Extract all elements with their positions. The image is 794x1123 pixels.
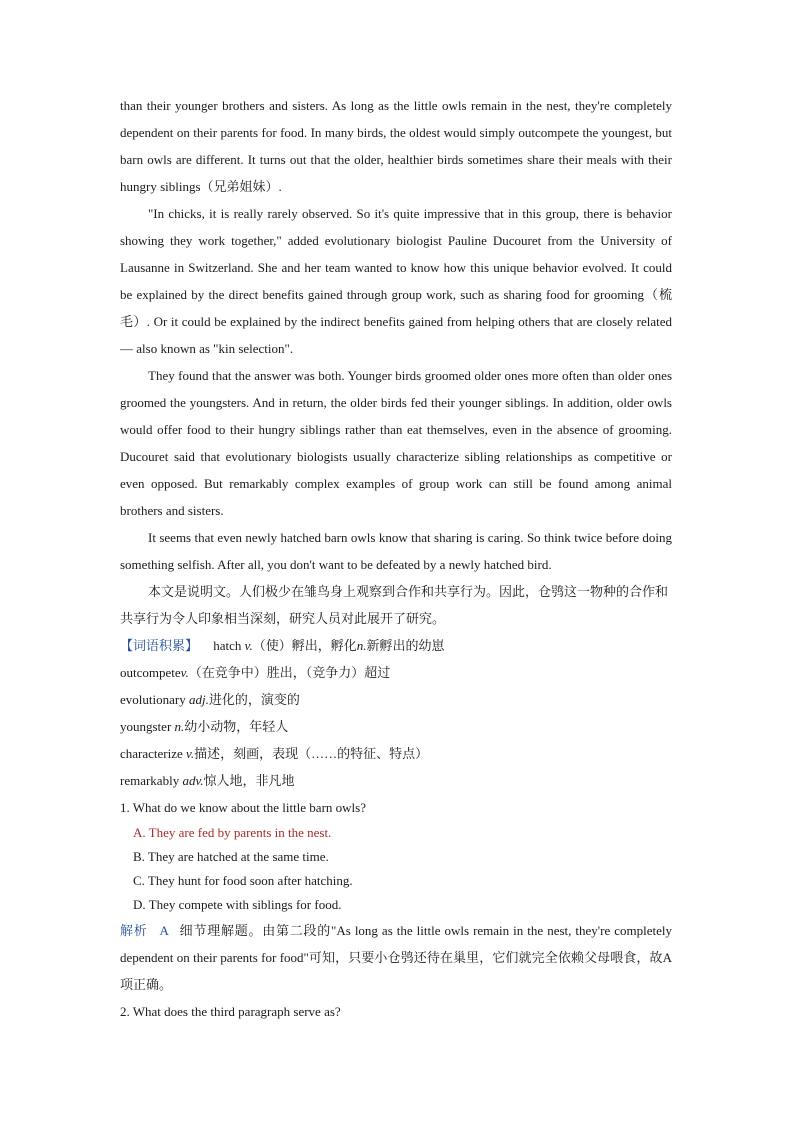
vocab-item xyxy=(120,686,672,713)
vocab-definition-2: 新孵出的幼崽 xyxy=(366,638,445,653)
option-b: B. They are hatched at the same time. xyxy=(133,849,329,864)
analysis-answer: A xyxy=(159,923,169,938)
vocab-word: remarkably xyxy=(120,773,180,788)
vocab-item xyxy=(120,767,672,794)
vocab-word: characterize xyxy=(120,746,183,761)
vocab-item xyxy=(120,632,672,659)
vocab-definition: 描述，刻画，表现（……的特征、特点） xyxy=(194,746,429,761)
vocab-item xyxy=(120,713,672,740)
vocab-pos-2: n. xyxy=(356,638,367,653)
vocab-definition: 幼小动物，年轻人 xyxy=(184,719,289,734)
analysis-text: 细节理解题。由第二段的"As long as the little owls remain in the nest, they're completely dependent on their parents for food"可知，只要小仓鸮还待在巢里，它们就完全依赖父母喂食，故A项正确。 xyxy=(120,923,672,992)
passage-paragraph-1: than their younger brothers and sisters. As long as the little owls remain in the nest, they're completely dependent on their parents for food. In many birds, the oldest would simply outcompete the youngest, but barn owls are different. It turns out that the older, healthier birds sometimes share their meals with their hungry siblings（兄弟姐妹）. xyxy=(120,98,672,194)
passage-paragraph-4: It seems that even newly hatched barn owls know that sharing is caring. So think twice before doing something selfish. After all, you don't want to be defeated by a newly hatched bird. xyxy=(120,530,672,572)
vocab-definition: （使）孵出，孵化 xyxy=(252,638,357,653)
analysis-label: 解析 xyxy=(120,923,148,938)
vocab-item xyxy=(120,740,672,767)
question-stem: 1. What do we know about the little barn owls? xyxy=(120,800,366,815)
vocab-section xyxy=(120,632,672,794)
vocab-item xyxy=(120,659,672,686)
vocab-pos: v. xyxy=(180,665,189,680)
vocab-word: hatch xyxy=(213,638,242,653)
vocab-word: evolutionary xyxy=(120,692,186,707)
passage-paragraph-3: They found that the answer was both. Younger birds groomed older ones more often than older ones groomed the youngsters. And in return, the older birds fed their younger siblings. In addition, older owls would offer food to their hungry siblings rather than eat themselves, even in the absence of grooming. Ducouret said that evolutionary biologists usually characterize sibling relationships as competitive or even opposed. But remarkably complex examples of group work can still be found among animal brothers and sisters. xyxy=(120,368,672,518)
vocab-pos: adv. xyxy=(182,773,204,788)
analysis xyxy=(120,917,672,998)
vocab-definition: （在竞争中）胜出，（竞争力）超过 xyxy=(188,665,391,680)
vocab-word: youngster xyxy=(120,719,172,734)
passage-paragraph-2: "In chicks, it is really rarely observed. So it's quite impressive that in this group, there is behavior showing they work together," added evolutionary biologist Pauline Ducouret from the University of Lausanne in Switzerland. She and her team wanted to know how this unique behavior evolved. It could be explained by the direct benefits gained through group work, such as sharing food for grooming（梳毛）. Or it could be explained by the indirect benefits gained from helping others that are closely related — also known as "kin selection". xyxy=(120,206,672,356)
question-2-stem: 2. What does the third paragraph serve as? xyxy=(120,1004,341,1019)
passage-summary: 本文是说明文。人们极少在雏鸟身上观察到合作和共享行为。因此，仓鸮这一物种的合作和共享行为令人印象相当深刻，研究人员对此展开了研究。 xyxy=(120,584,669,626)
document-page xyxy=(120,92,672,1025)
vocab-definition: 进化的，演变的 xyxy=(208,692,300,707)
option-d: D. They compete with siblings for food. xyxy=(133,897,342,912)
option-c: C. They hunt for food soon after hatching. xyxy=(133,873,353,888)
vocab-heading: 【词语积累】 xyxy=(120,638,199,653)
vocab-pos: v. xyxy=(186,746,195,761)
option-a: A. They are fed by parents in the nest. xyxy=(133,825,332,840)
vocab-word: outcompete xyxy=(120,665,181,680)
vocab-pos: n. xyxy=(174,719,185,734)
vocab-pos: adj. xyxy=(188,692,209,707)
vocab-pos: v. xyxy=(244,638,253,653)
question-1 xyxy=(120,794,672,917)
vocab-definition: 惊人地，非凡地 xyxy=(203,773,295,788)
